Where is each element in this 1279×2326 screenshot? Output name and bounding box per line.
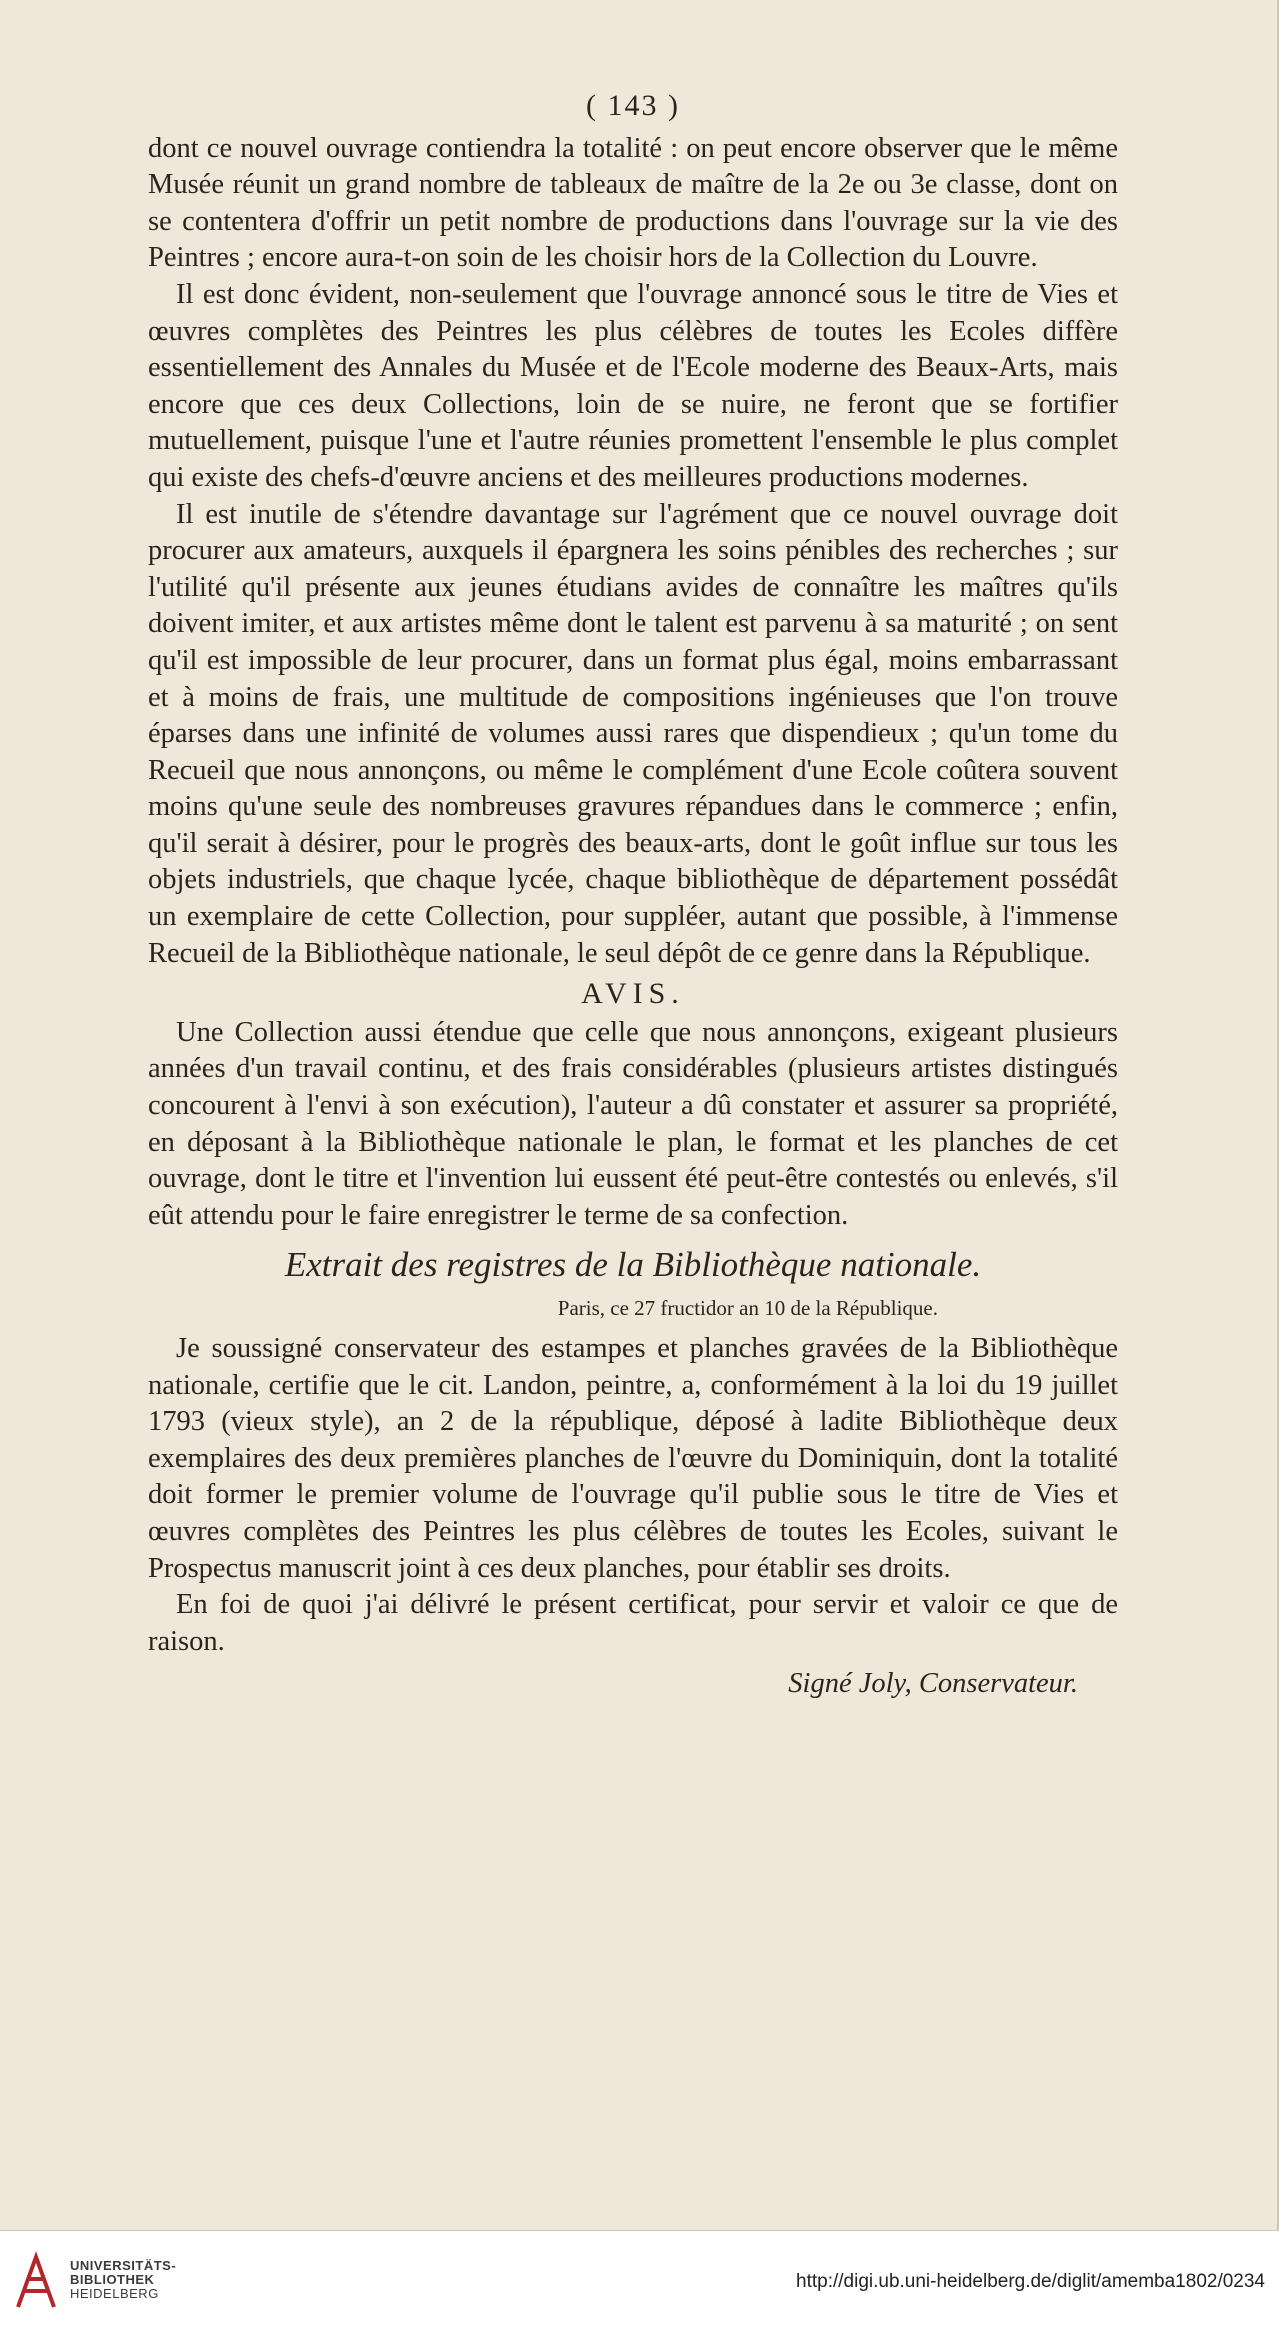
signature: Signé Joly, Conservateur. <box>788 1668 1078 1700</box>
library-name-line-3: HEIDELBERG <box>70 2286 159 2301</box>
footer-bar <box>0 2230 1279 2326</box>
dateline: Paris, ce 27 fructidor an 10 de la République. <box>557 1296 938 1321</box>
paragraph-3: Il est inutile de s'étendre davantage sur l'agrément que ce nouvel ouvrage doit procurer aux amateurs, auxquels il épargnera les soins pénibles des recherches ; sur l'utilité qu'il présente aux jeunes étudians avides de connaître les maîtres qu'ils doivent imiter, et aux artistes même dont le talent est parvenu à sa maturité ; on sent qu'il est impossible de leur procurer, dans un format plus égal, moins embarrassant et à moins de frais, une multitude de compositions ingénieuses que l'on trouve éparses dans une infinité de volumes aussi rares que dispendieux ; qu'un tome du Recueil que nous annonçons, ou même le complément d'une Ecole coûtera souvent moins qu'une seule des nombreuses gravures répandues dans le commerce ; enfin, qu'il serait à désirer, pour le progrès des beaux-arts, dont le goût influe sur tous les objets industriels, que chaque lycée, chaque bibliothèque de département possédât un exemplaire de cette Collection, pour suppléer, autant que possible, à l'immense Recueil de la Bibliothèque nationale, le seul dépôt de ce genre dans la République. <box>148 498 1118 969</box>
paragraph-1: dont ce nouvel ouvrage contiendra la totalité : on peut encore observer que le même Musée réunit un grand nombre de tableaux de maître de la 2e ou 3e classe, dont on se contentera d'offrir un petit nombre de productions dans l'ouvrage sur la vie des Peintres ; encore aura-t-on soin de les choisir hors de la Collection du Louvre. <box>148 132 1118 274</box>
library-name <box>70 2259 176 2301</box>
extrait-heading: Extrait des registres de la Bibliothèque nationale. <box>284 1245 982 1285</box>
closing-paragraph: En foi de quoi j'ai délivré le présent certificat, pour servir et valoir ce que de raison. <box>148 1589 1118 1657</box>
certificate-paragraph: Je soussigné conservateur des estampes et planches gravées de la Bibliothèque nationale, certifie que le cit. Landon, peintre, a, conformément à la loi du 19 juillet 1793 (vieux style), an 2 de la république, déposé à ladite Bibliothèque deux exemplaires des deux premières planches de l'œuvre du Dominiquin, dont la totalité doit former le premier volume de l'ouvrage qu'il publie sous le titre de Vies et œuvres complètes des Peintres les plus célèbres de toutes les Ecoles, suivant le Prospectus manuscrit joint à ces deux planches, pour établir ses droits. <box>148 1333 1118 1584</box>
page-text-block <box>148 88 1118 1703</box>
library-name-line-2: BIBLIOTHEK <box>70 2272 155 2287</box>
library-name-line-1: UNIVERSITÄTS- <box>70 2258 177 2273</box>
avis-heading: AVIS. <box>581 977 685 1011</box>
avis-paragraph: Une Collection aussi étendue que celle que nous annonçons, exigeant plusieurs années d'un travail continu, et des frais considérables (plusieurs artistes distingués concourent à l'envi à son exécution), l'auteur a dû constater et assurer sa propriété, en déposant à la Bibliothèque nationale le plan, le format et les planches de cet ouvrage, dont le titre et l'invention lui eussent été peut-être contestés ou enlevés, s'il eût attendu pour le faire enregistrer le terme de sa confection. <box>148 1016 1118 1231</box>
source-url-link[interactable]: http://digi.ub.uni-heidelberg.de/diglit/amemba1802/0234 <box>796 2271 1265 2292</box>
library-logo-icon <box>14 2251 58 2311</box>
paragraph-2: Il est donc évident, non-seulement que l'ouvrage annoncé sous le titre de Vies et œuvres complètes des Peintres les plus célèbres de toutes les Ecoles diffère essentiellement des Annales du Musée et de l'Ecole moderne des Beaux-Arts, mais encore que ces deux Collections, loin de se nuire, ne feront que se fortifier mutuellement, puisque l'une et l'autre réunies promettent l'ensemble le plus complet qui existe des chefs-d'œuvre anciens et des meilleures productions modernes. <box>148 278 1118 493</box>
page-number: ( 143 ) <box>586 89 680 122</box>
